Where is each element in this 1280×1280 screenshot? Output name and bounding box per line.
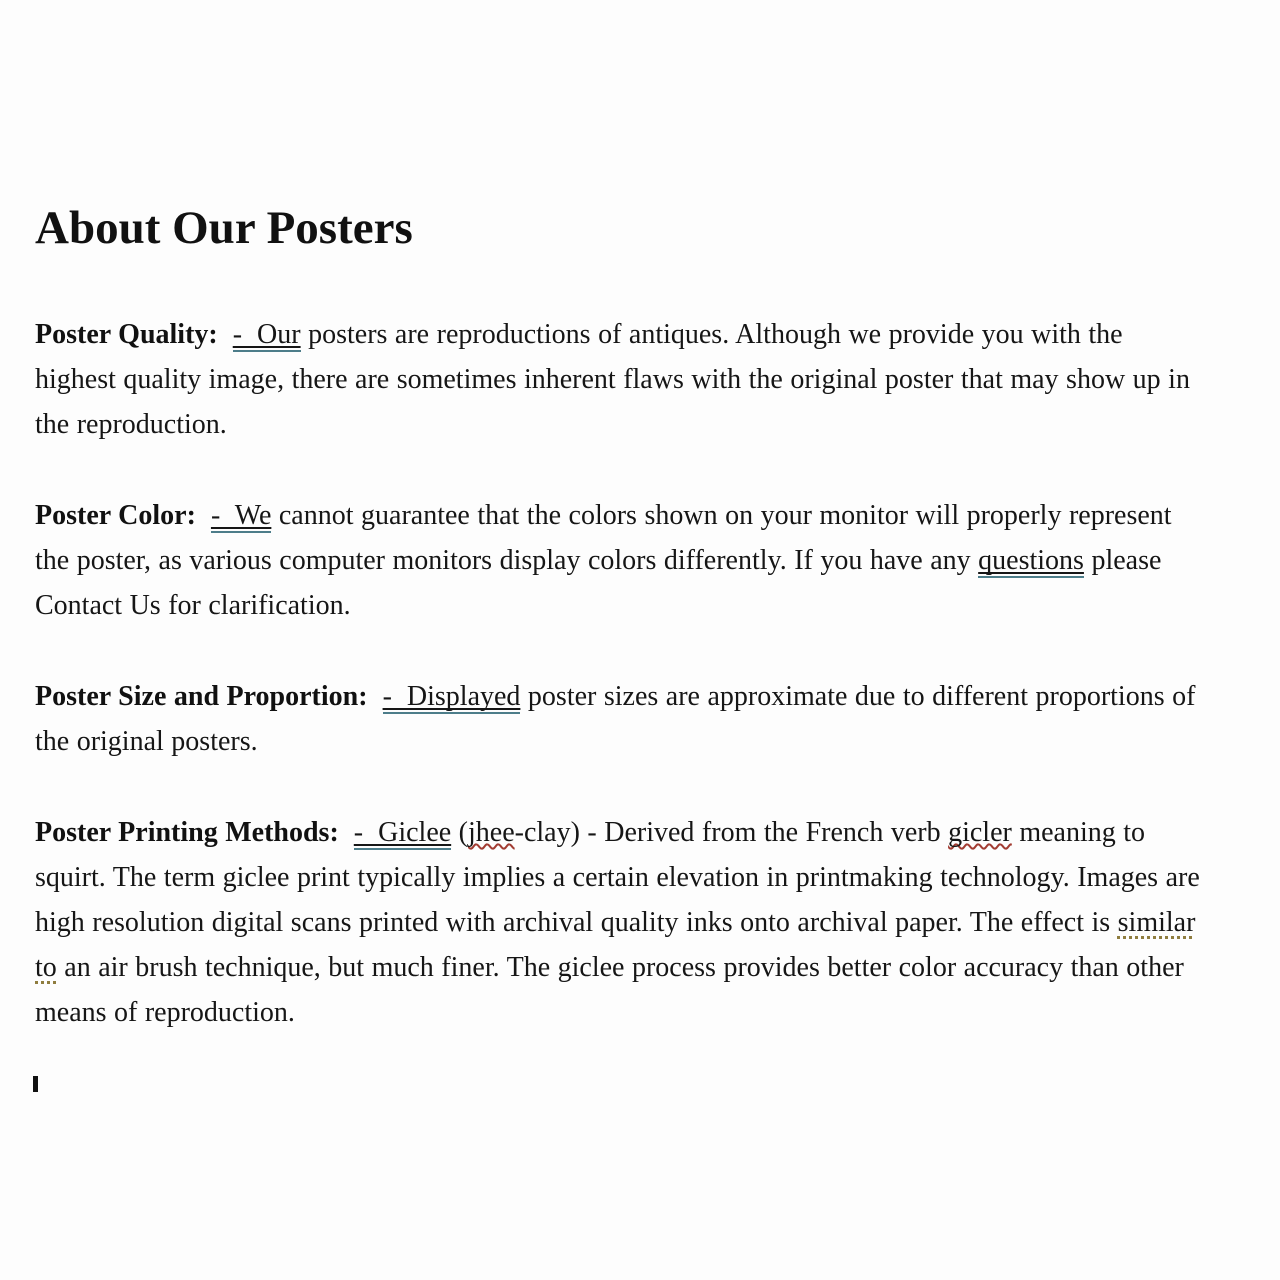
paragraphs-container [35,312,1210,1035]
body-text: meaning to squirt. The term giclee print typically implies a certain elevation in printmaking technology. Images are high resolution digital scans printed with archival quality inks onto archival paper. The effect is [35,817,1200,938]
paragraph-poster-quality [35,312,1210,447]
paragraph-poster-color [35,493,1210,628]
misspelled-word: gicler [948,817,1012,848]
paragraph-poster-printing-methods [35,810,1210,1035]
section-heading: Poster Quality: [35,319,218,350]
text-cursor-artifact [33,1076,38,1092]
body-text: an air brush technique, but much finer. The giclee process provides better color accuracy than other means of reproduction. [35,952,1184,1028]
section-heading: Poster Printing Methods: [35,817,339,848]
section-heading: Poster Size and Proportion: [35,681,368,712]
body-text: poster sizes are approximate due to different proportions of the original posters. [35,681,1196,757]
link-text[interactable]: - Giclee [353,817,452,848]
spacer [218,319,233,350]
link-text[interactable]: - We [210,500,272,531]
spacer [339,817,354,848]
body-text: posters are reproductions of antiques. Although we provide you with the highest quality image, there are sometimes inherent flaws with the original poster that may show up in the reproduction. [35,319,1190,440]
link-text[interactable]: - Displayed [382,681,521,712]
spacer [368,681,383,712]
grammar-flagged-phrase: similar to [35,907,1196,983]
link-text[interactable]: - Our [232,319,301,350]
body-text: cannot guarantee that the colors shown on your monitor will properly represent the poster, as various computer monitors display colors differently. If you have any [35,500,1172,576]
body-text: -clay) - Derived from the French verb [514,817,949,848]
link-text[interactable]: questions [978,545,1084,576]
misspelled-word: jhee [468,817,515,848]
spacer [196,500,211,531]
body-text: please Contact Us for clarification. [35,545,1162,621]
section-heading: Poster Color: [35,500,196,531]
page-title: About Our Posters [35,202,413,254]
paragraph-poster-size-and-proportion [35,674,1210,764]
body-text: ( [451,817,468,848]
